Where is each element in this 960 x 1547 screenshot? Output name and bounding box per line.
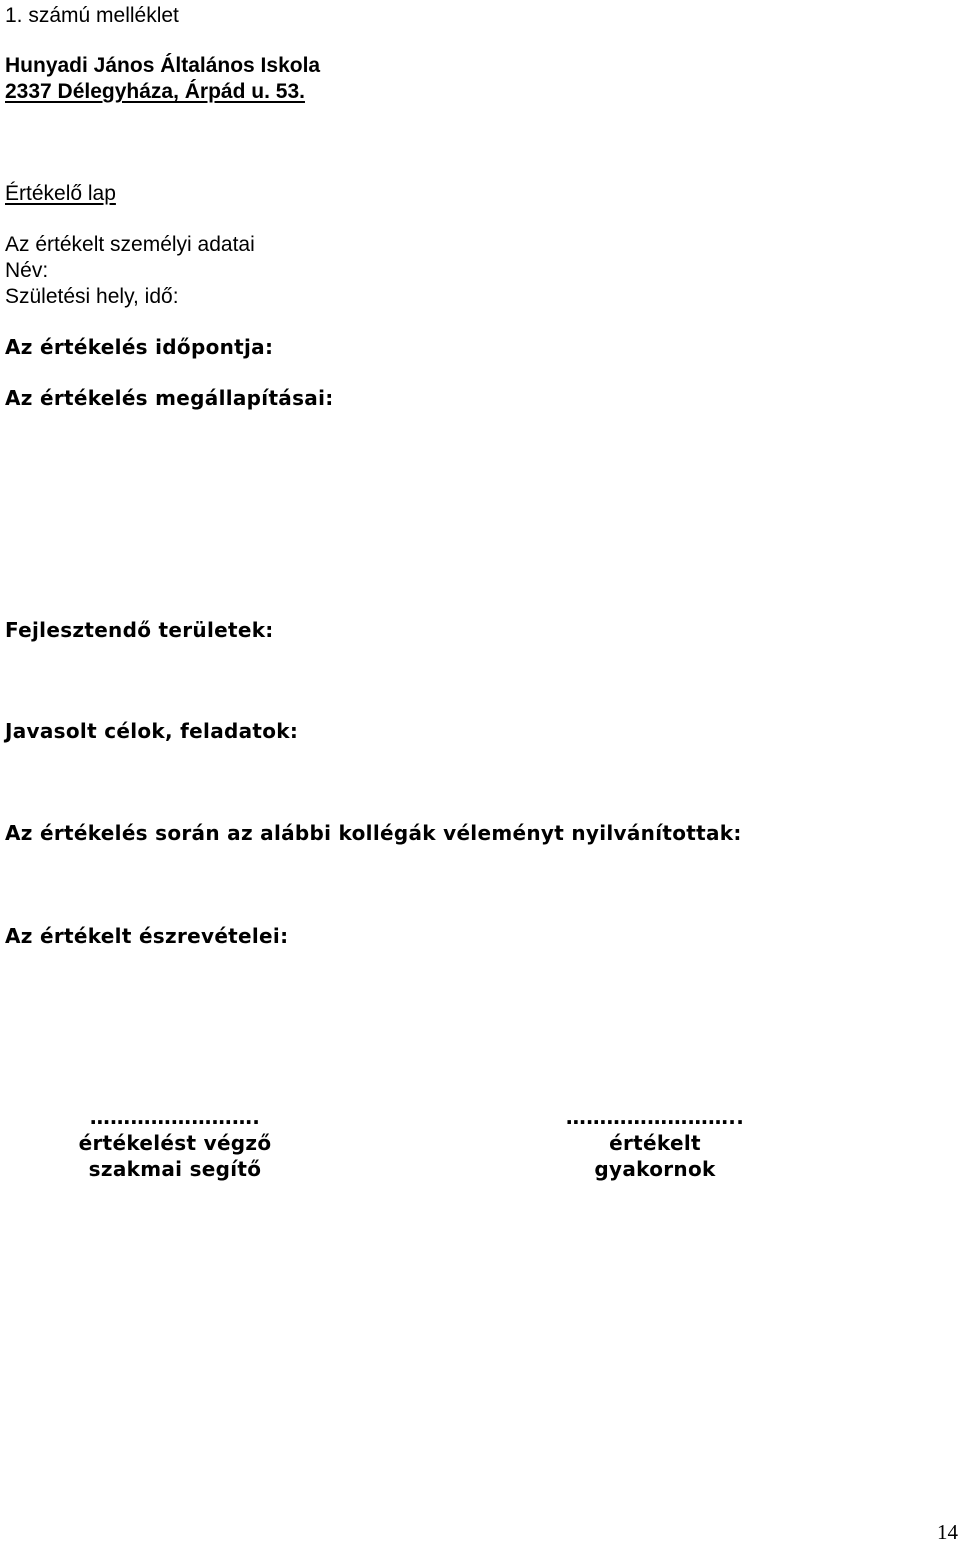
signature-block-mentor [30, 1104, 320, 1182]
school-address: 2337 Délegyháza, Árpád u. 53. [5, 80, 305, 103]
birth-label: Születési hely, idő: [5, 285, 179, 308]
name-label: Név: [5, 259, 49, 282]
signature-line-mentor: ……………………. [89, 1105, 261, 1129]
signature-line-trainee: …………………….. [565, 1105, 745, 1129]
annex-label: 1. számú melléklet [5, 4, 179, 27]
development-areas-label: Fejlesztendő területek: [5, 618, 274, 642]
personal-data-heading: Az értékelt személyi adatai [5, 233, 255, 256]
form-title: Értékelő lap [5, 182, 116, 205]
colleague-opinions-label: Az értékelés során az alábbi kollégák véleményt nyilvánítottak: [5, 821, 742, 845]
signature-title-trainee-2: gyakornok [594, 1157, 716, 1181]
proposed-goals-label: Javasolt célok, feladatok: [5, 719, 299, 743]
findings-label: Az értékelés megállapításai: [5, 386, 334, 410]
evaluation-date-label: Az értékelés időpontja: [5, 335, 274, 359]
page-number: 14 [937, 1520, 958, 1544]
signature-block-trainee [510, 1104, 800, 1182]
signature-title-trainee-1: értékelt [609, 1131, 701, 1155]
signature-title-mentor-2: szakmai segítő [88, 1157, 262, 1181]
signature-title-mentor-1: értékelést végző [78, 1131, 272, 1155]
school-name: Hunyadi János Általános Iskola [5, 54, 321, 77]
evaluee-remarks-label: Az értékelt észrevételei: [5, 924, 289, 948]
